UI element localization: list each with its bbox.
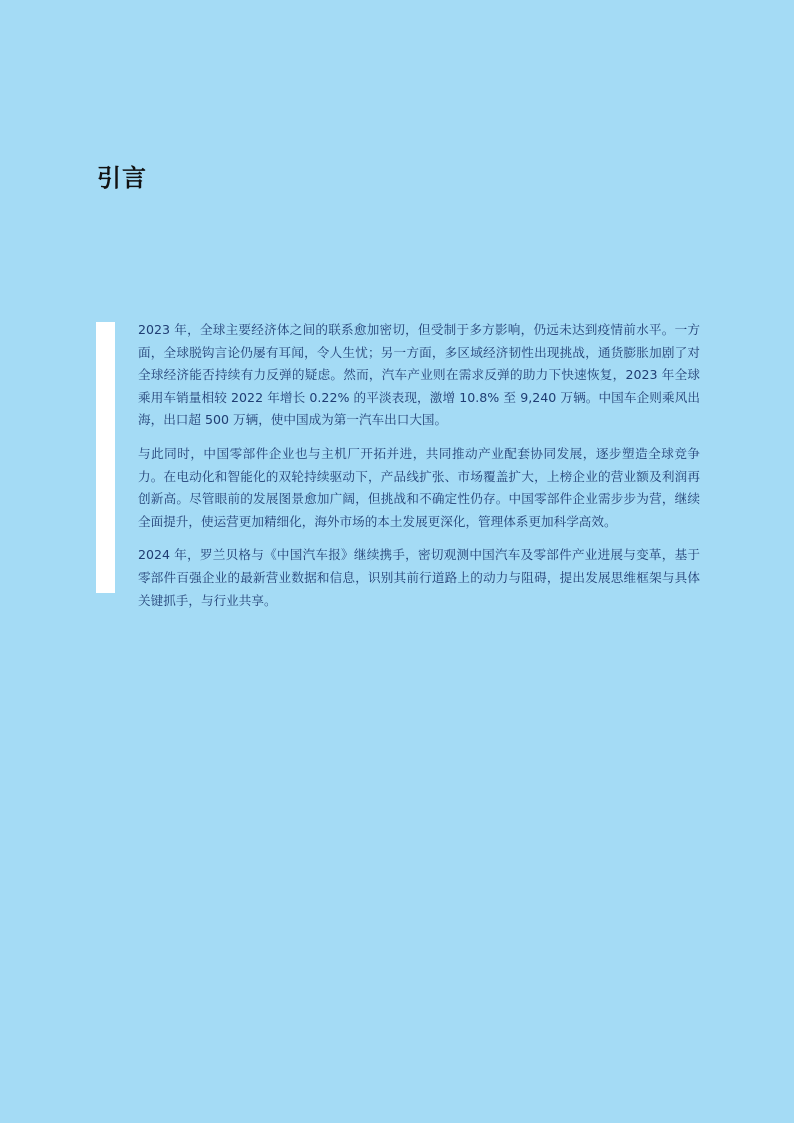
intro-paragraph-2: 与此同时，中国零部件企业也与主机厂开拓并进，共同推动产业配套协同发展，逐步塑造全球竞争力。在电动化和智能化的双轮持续驱动下，产品线扩张、市场覆盖扩大，上榜企业的营业额及利润再创新高。尽管眼前的发展图景愈加广阔，但挑战和不确定性仍存。中国零部件企业需步步为营，继续全面提升，使运营更加精细化，海外市场的本土发展更深化，管理体系更加科学高效。 [138,445,700,529]
intro-paragraph-1: 2023 年，全球主要经济体之间的联系愈加密切，但受制于多方影响，仍远未达到疫情前水平。一方面，全球脱钩言论仍屡有耳闻，令人生忧；另一方面，多区域经济韧性出现挑战，通货膨胀加剧了对全球经济能否持续有力反弹的疑虑。然而，汽车产业则在需求反弹的助力下快速恢复，2023 年全球乘用车销量相较 2022 年增长 0.22% 的平淡表现，激增 10.8% 至 9,240 万辆。中国车企则乘风出海，出口超 500 万辆，使中国成为第一汽车出口大国。 [138,322,700,428]
accent-bar [96,322,115,593]
intro-paragraph-3: 2024 年，罗兰贝格与《中国汽车报》继续携手，密切观测中国汽车及零部件产业进展与变革，基于零部件百强企业的最新营业数据和信息，识别其前行道路上的动力与阻碍，提出发展思维框架与具体关键抓手，与行业共享。 [138,547,700,608]
intro-text-block [138,319,700,623]
page-title: 引言 [97,164,147,192]
